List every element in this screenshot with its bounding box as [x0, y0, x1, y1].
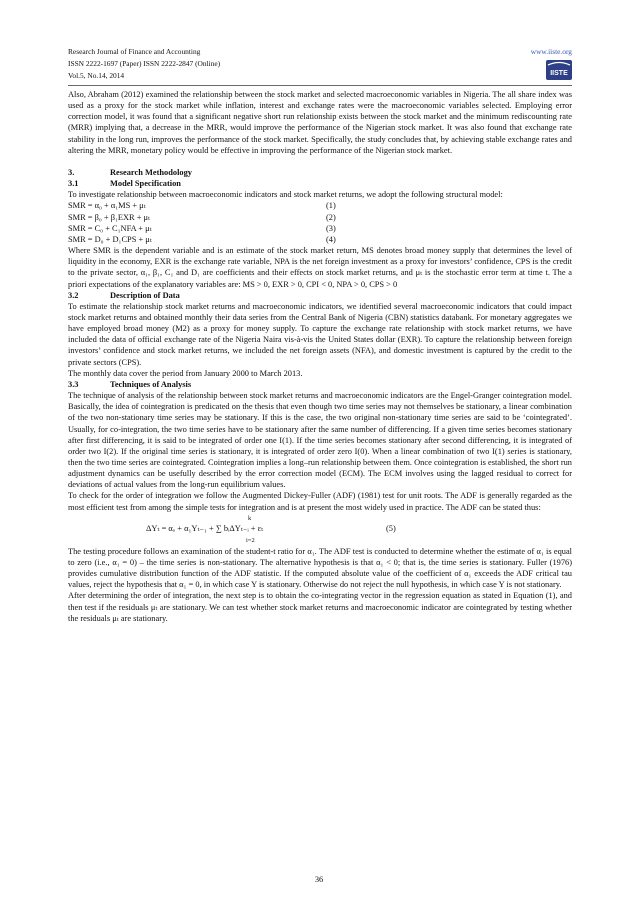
- equation-number: (1): [326, 201, 336, 211]
- journal-name: Research Journal of Finance and Accounting: [68, 47, 201, 56]
- equation-expression: ΔYₜ = αₒ + α₁Yₜ₋₁ + ∑ bᵢΔYₜ₋ᵢ + εₜ: [146, 523, 264, 533]
- equation-number: (2): [326, 212, 336, 222]
- page-number: 36: [314, 875, 324, 884]
- header-rule: [68, 85, 572, 86]
- equation-expression: SMR = C₀ + C₁NFA + μₜ: [68, 223, 152, 233]
- equation-expression: SMR = α₀ + α₁MS + μₜ: [68, 201, 146, 211]
- equation-1: [68, 200, 572, 211]
- iiste-logo: [546, 60, 572, 80]
- page-body: [68, 89, 572, 624]
- equation-number: (4): [326, 234, 336, 244]
- equation-5: [68, 513, 572, 546]
- page-header: [68, 46, 572, 82]
- subsection-number: 3.2: [68, 290, 79, 300]
- subsection-title: Model Specification: [110, 179, 181, 189]
- equation-number: (5): [386, 523, 396, 533]
- subsection-title: Techniques of Analysis: [110, 379, 192, 389]
- model-intro-paragraph: To investigate relationship between macroeconomic indicators and stock market returns, we adopt the following structural model:: [68, 190, 503, 200]
- data-description-paragraph: To estimate the relationship stock market returns and macroeconomic indicators, we identified several macroeconomic indicators that could impact stock market returns and obtained monthly their data series from the Central Bank of Nigeria (CBN) statistics databank. For monetary aggregates we have employed broad money (M2) as a proxy for money supply. To capture the exchange rate relationship with stock market returns, we have included the data of official exchange rate of the Nigeria Naira vis-à-vis the United States dollar (EXR). To capture the relationship between foreign investors’ confidence and stock market returns, we included the net foreign assets (NFA), and domestic investment is captured by the credit to the private sectors (CPS).: [68, 301, 572, 367]
- sum-upper-limit: k: [248, 514, 252, 522]
- cointegrating-vector-paragraph: After determining the order of integration, the next step is to obtain the co-integrating vector in the regression equation as stated in Equation (1), and then test if the residuals μₜ are stationary. We can test whether stock market returns and macroeconomic indicator are cointegrated by testing whether the residuals μₜ are stationary.: [68, 591, 572, 623]
- adf-intro-paragraph: To check for the order of integration we follow the Augmented Dickey-Fuller (ADF) (1981) test for unit roots. The ADF is generally regarded as the most efficient test from among the simple tests for integration and is at present the most widely used in practice. The ADF can be stated thus:: [68, 491, 572, 512]
- subsection-3-2-heading: [68, 290, 572, 301]
- volume-line: Vol.5, No.14, 2014: [68, 71, 125, 80]
- intro-paragraph: Also, Abraham (2012) examined the relationship between the stock market and selected macroeconomic variables in Nigeria. The all share index was used as a proxy for the stock market while inflation, interest and exchange rates were the macroeconomic variables selected. Employing error correction model, it was found that a significant negative short run relationship exists between the stock market and the minimum rediscounting rate (MRR) implying that, a decrease in the MRR, would improve the performance of the Nigerian stock market. It was also found that exchange rate stability in the long run, improves the performance of the stock market. Specifically, the study concludes that, by achieving stable exchange rates and altering the MRR, monetary policy would be effective in improving the performance of the Nigerian stock market.: [68, 90, 572, 155]
- svg-text:IISTE: IISTE: [550, 70, 568, 77]
- subsection-3-1-heading: [68, 178, 572, 189]
- subsection-number: 3.1: [68, 179, 79, 189]
- equation-expression: SMR = β₀ + β₁EXR + μₜ: [68, 212, 151, 222]
- equation-expression: SMR = D₀ + D₁CPS + μₜ: [68, 234, 152, 244]
- testing-procedure-paragraph: The testing procedure follows an examination of the student-t ratio for α₁. The ADF test is conducted to determine whether the estimate of α₁ is equal to zero (i.e., α₁ = 0) – the time series is non-stationary. The alternative hypothesis is that α₁ < 0; that is, the time series is stationary. Fuller (1976) provides cumulative distribution function of the ADF statistic. If the computed absolute value of the coefficient of α₁ exceeds the ADF critical tau values, reject the hypothesis that α₁ = 0, in which case Y is stationary. Otherwise do not reject the null hypothesis, in which case Y is not stationary.: [68, 546, 572, 590]
- cointegration-paragraph: The technique of analysis of the relationship between stock market returns and macroeconomic indicators are the Engel-Granger cointegration model. Basically, the idea of cointegration is predicated on the thesis that even though two time series may not themselves be stationary, a linear combination of the two non-stationary time series may be stationary. If this is the case, the two original non-stationary time series are said to be ‘cointegrated’. Usually, for co-integration, the two time series have to be stationary after the same number of differencing. If a given time series becomes stationary after first differencing, it is said to be integrated of order one I(1). If the time series becomes stationary after second differencing, it is integrated of order two I(2). If the original time series is stationary, it is integrated of order zero I(0). When a linear combination of two I(1) series is stationary, then the two time series are cointegrated. Cointegration implies a long–run relationship between them. Once cointegration is established, the short run adjustment dynamics can be usefully described by the error correction model (ECM). The ECM involves using the lagged residual to correct for deviations of actual values from the long-run equilibrium values.: [68, 391, 572, 490]
- issn-line: ISSN 2222-1697 (Paper) ISSN 2222-2847 (Online): [68, 59, 221, 68]
- sum-lower-limit: i=2: [246, 536, 255, 544]
- subsection-number: 3.3: [68, 379, 79, 389]
- equation-3: [68, 223, 572, 234]
- subsection-title: Description of Data: [110, 290, 180, 300]
- equation-number: (3): [326, 223, 336, 233]
- data-period-paragraph: The monthly data cover the period from January 2000 to March 2013.: [68, 368, 303, 378]
- section-title: Research Methodology: [110, 167, 192, 177]
- journal-url-link[interactable]: www.iiste.org: [530, 47, 572, 56]
- equation-2: [68, 212, 572, 223]
- equation-4: [68, 234, 572, 245]
- variables-paragraph: Where SMR is the dependent variable and is an estimate of the stock market return, MS denotes broad money supply that determines the level of liquidity in the economy, EXR is the exchange rate variable, NPA is the net foreign investment as a proxy for investors’ confidence, CPS is the credit to the private sector, α₁, β₁, C₁ and D₁ are coefficients and their effects on stock market returns, and μₜ is the stochastic error term at time t. The a priori expectations of the explanatory variables are: MS > 0, EXR > 0, CPI < 0, NPA > 0, CPS > 0: [68, 246, 572, 289]
- subsection-3-3-heading: [68, 379, 572, 390]
- section-3-heading: [68, 167, 572, 178]
- section-number: 3.: [68, 167, 75, 177]
